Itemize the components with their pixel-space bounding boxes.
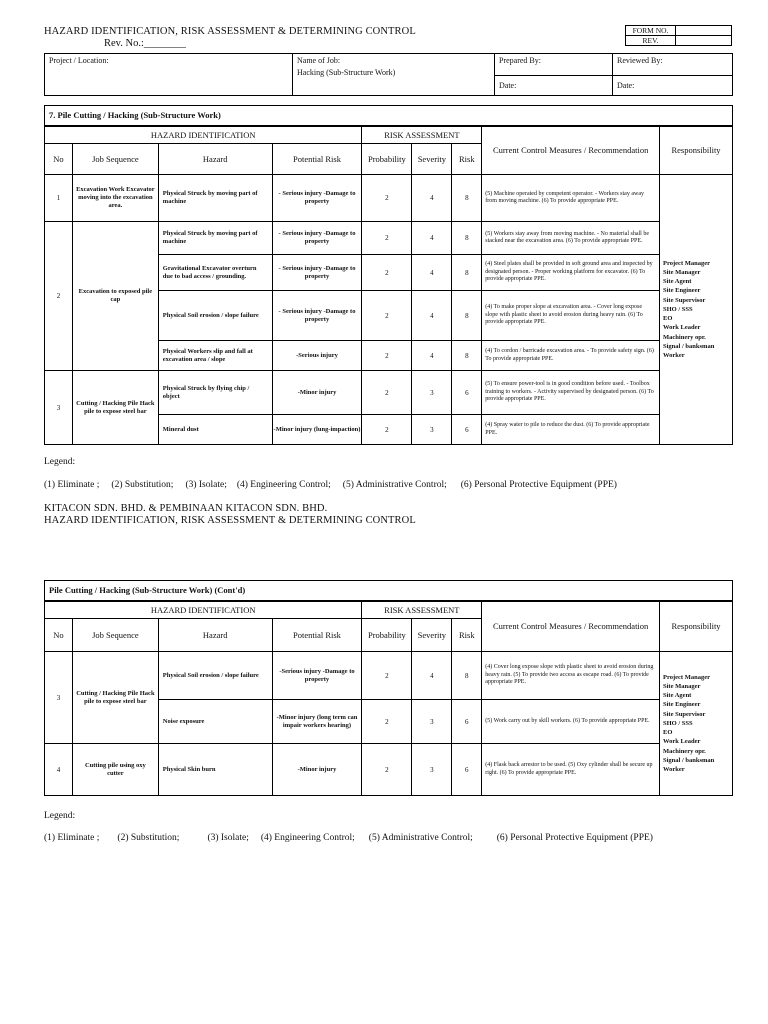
potential-risk-cell: - Serious injury -Damage to property — [272, 222, 362, 255]
risk-cell: 6 — [452, 371, 482, 415]
hazard-cell: Physical Skin burn — [158, 744, 272, 796]
responsibility-list-2 — [660, 652, 733, 796]
potential-risk-cell: - Serious injury -Damage to property — [272, 175, 362, 222]
responsibility-item: Worker — [663, 765, 685, 773]
hazard-cell: Physical Struck by flying chip / object — [158, 371, 272, 415]
job-sequence: Excavation Work Excavator moving into the excavation area. — [72, 175, 158, 222]
control-cell: (4) To cordon / barricade excavation area. - To provide safety sign. (6) To provide appropriate PPE. — [482, 341, 660, 371]
table-row — [45, 652, 733, 700]
section-title-2: Pile Cutting / Hacking (Sub-Structure Work) (Cont'd) — [45, 581, 733, 601]
row-no: 4 — [45, 744, 73, 796]
job-sequence: Cutting / Hacking Pile Hack pile to expose steel bar — [72, 652, 158, 744]
severity-header: Severity — [412, 144, 452, 175]
probability-cell: 2 — [362, 652, 412, 700]
risk-table-1 — [44, 105, 733, 445]
responsibility-item: SHO / SSS — [663, 305, 693, 313]
section-title-1: 7. Pile Cutting / Hacking (Sub-Structure Work) — [45, 106, 733, 126]
responsibility-item: Site Supervisor — [663, 710, 706, 718]
project-info-table — [44, 53, 733, 96]
control-cell: (5) Workers stay away from moving machine. - No material shall be stacked near the excavation area. (6) To provide appropriate PPE. — [482, 222, 660, 255]
row-no: 1 — [45, 175, 73, 222]
risk-cell: 6 — [452, 700, 482, 744]
job-sequence: Cutting pile using oxy cutter — [72, 744, 158, 796]
responsibility-item: Worker — [663, 351, 685, 359]
table-row — [45, 744, 733, 796]
probability-cell: 2 — [362, 175, 412, 222]
potential-risk-cell: -Minor injury — [272, 744, 362, 796]
severity-cell: 4 — [412, 255, 452, 291]
table-row — [45, 222, 733, 255]
table-row — [45, 175, 733, 222]
risk-cell: 8 — [452, 652, 482, 700]
legend-row — [44, 480, 744, 490]
probability-cell: 2 — [362, 744, 412, 796]
job-sequence-header: Job Sequence — [72, 619, 158, 652]
company-doc-title: HAZARD IDENTIFICATION, RISK ASSESSMENT & DETERMINING CONTROL — [44, 515, 416, 526]
hazard-cell: Gravitational Excavator overturn due to bad access / grounding. — [158, 255, 272, 291]
hazard-cell: Physical Workers slip and fall at excavation area / slope — [158, 341, 272, 371]
probability-cell: 2 — [362, 255, 412, 291]
severity-header: Severity — [412, 619, 452, 652]
responsibility-item: Work Leader — [663, 738, 701, 746]
responsibility-item: SHO / SSS — [663, 719, 693, 727]
control-cell: (5) Work carry out by skill workers. (6) To provide appropriate PPE. — [482, 700, 660, 744]
responsibility-item: Site Agent — [663, 278, 692, 286]
probability-cell: 2 — [362, 700, 412, 744]
job-name-value: Hacking (Sub-Structure Work) — [297, 68, 396, 77]
form-number-box — [625, 25, 732, 46]
potential-risk-header: Potential Risk — [272, 144, 362, 175]
responsibility-item: Site Manager — [663, 683, 701, 691]
responsibility-item: EO — [663, 729, 673, 737]
rev-value[interactable] — [676, 36, 732, 46]
risk-header: Risk — [452, 619, 482, 652]
responsibility-item: Signal / banksman — [663, 342, 715, 350]
prepared-by-label: Prepared By: — [499, 56, 541, 65]
potential-risk-cell: - Serious injury -Damage to property — [272, 291, 362, 341]
severity-cell: 3 — [412, 415, 452, 445]
control-cell: (4) Cover long expose slope with plastic sheet to avoid erosion during heavy rain. (5) To provide two access as escape road. (6) To provide appropriate PPE. — [482, 652, 660, 700]
control-cell: (5) To ensure power-tool is in good condition before used. - Toolbox training to workers. - Activity supervised by designated person. (6) To provide appropriate PPE. — [482, 371, 660, 415]
form-no-value[interactable] — [676, 26, 732, 36]
control-cell: (5) Machine operated by competent operator. - Workers stay away from moving machine. (6) To provide appropriate PPE. — [482, 175, 660, 222]
company-name: KITACON SDN. BHD. & PEMBINAAN KITACON SDN. BHD. — [44, 503, 328, 514]
probability-cell: 2 — [362, 371, 412, 415]
responsibility-item: Work Leader — [663, 324, 701, 332]
row-no: 2 — [45, 222, 73, 371]
risk-cell: 6 — [452, 744, 482, 796]
severity-cell: 4 — [412, 652, 452, 700]
potential-risk-cell: -Serious injury — [272, 341, 362, 371]
severity-cell: 4 — [412, 222, 452, 255]
hazard-header: Hazard — [158, 619, 272, 652]
job-sequence: Excavation to exposed pile cap — [72, 222, 158, 371]
responsibility-item: Machinery opr. — [663, 333, 706, 341]
severity-cell: 4 — [412, 175, 452, 222]
probability-cell: 2 — [362, 222, 412, 255]
probability-cell: 2 — [362, 415, 412, 445]
prepared-by-cell[interactable] — [495, 54, 613, 76]
control-cell: (4) Flask back arrestor to be used. (5) Oxy cylinder shall be secure up right. (6) To provide appropriate PPE. — [482, 744, 660, 796]
legend-row — [44, 833, 744, 843]
potential-risk-header: Potential Risk — [272, 619, 362, 652]
document-title: HAZARD IDENTIFICATION, RISK ASSESSMENT & DETERMINING CONTROL — [44, 26, 416, 37]
severity-cell: 3 — [412, 744, 452, 796]
probability-cell: 2 — [362, 341, 412, 371]
responsibility-item: Project Manager — [663, 673, 710, 681]
risk-assessment-header: RISK ASSESSMENT — [362, 601, 482, 619]
legend-item: (4) Engineering Control; — [236, 480, 331, 490]
responsibility-item: Site Supervisor — [663, 296, 706, 304]
legend-item: (3) Isolate; — [207, 833, 249, 843]
legend-item: (6) Personal Protective Equipment (PPE) — [496, 833, 653, 843]
responsibility-item: Project Manager — [663, 259, 710, 267]
form-no-label: FORM NO. — [626, 26, 676, 36]
hazard-cell: Physical Struck by moving part of machine — [158, 175, 272, 222]
reviewed-date-label: Date: — [617, 81, 635, 90]
responsibility-item: Signal / banksman — [663, 756, 715, 764]
prepared-date-label: Date: — [499, 81, 517, 90]
risk-cell: 8 — [452, 175, 482, 222]
legend-label: Legend: — [44, 457, 76, 467]
potential-risk-cell: -Minor injury (long term can impair workers hearing) — [272, 700, 362, 744]
hazard-cell: Physical Soil erosion / slope failure — [158, 291, 272, 341]
hazard-identification-header: HAZARD IDENTIFICATION — [45, 601, 362, 619]
job-sequence-header: Job Sequence — [72, 144, 158, 175]
job-name-label: Name of Job: — [297, 56, 341, 65]
severity-cell: 3 — [412, 371, 452, 415]
table-row — [45, 371, 733, 415]
risk-cell: 8 — [452, 341, 482, 371]
responsibility-item: Site Manager — [663, 269, 701, 277]
job-sequence: Cutting / Hacking Pile Hack pile to expose steel bar — [72, 371, 158, 445]
risk-assessment-header: RISK ASSESSMENT — [362, 126, 482, 144]
hazard-cell: Physical Soil erosion / slope failure — [158, 652, 272, 700]
hazard-cell: Physical Struck by moving part of machine — [158, 222, 272, 255]
no-header: No — [45, 144, 73, 175]
responsibility-item: Machinery opr. — [663, 747, 706, 755]
risk-cell: 8 — [452, 255, 482, 291]
severity-cell: 4 — [412, 341, 452, 371]
responsibility-item: EO — [663, 315, 673, 323]
reviewed-by-cell[interactable] — [613, 54, 733, 76]
risk-cell: 6 — [452, 415, 482, 445]
legend-item: (5) Administrative Control; — [342, 480, 447, 490]
potential-risk-cell: -Minor injury (lung-impaction) — [272, 415, 362, 445]
severity-cell: 4 — [412, 291, 452, 341]
responsibility-header: Responsibility — [660, 601, 733, 652]
severity-cell: 3 — [412, 700, 452, 744]
potential-risk-cell: - Serious injury -Damage to property — [272, 255, 362, 291]
control-cell: (4) Spray water to pile to reduce the dust. (6) To provide appropriate PPE. — [482, 415, 660, 445]
risk-header: Risk — [452, 144, 482, 175]
legend-item: (1) Eliminate ; — [44, 833, 100, 843]
legend-item: (6) Personal Protective Equipment (PPE) — [460, 480, 617, 490]
control-header: Current Control Measures / Recommendation — [482, 126, 660, 175]
responsibility-list-1 — [660, 175, 733, 445]
reviewed-by-label: Reviewed By: — [617, 56, 663, 65]
project-location-cell[interactable] — [45, 54, 293, 96]
legend-item: (3) Isolate; — [185, 480, 227, 490]
hazard-cell: Noise exposure — [158, 700, 272, 744]
responsibility-header: Responsibility — [660, 126, 733, 175]
legend-item: (2) Substitution; — [117, 833, 180, 843]
responsibility-item: Site Engineer — [663, 701, 701, 709]
no-header: No — [45, 619, 73, 652]
rev-number: Rev. No.:________ — [104, 38, 186, 49]
risk-cell: 8 — [452, 222, 482, 255]
potential-risk-cell: -Minor injury — [272, 371, 362, 415]
hazard-identification-header: HAZARD IDENTIFICATION — [45, 126, 362, 144]
legend-item: (4) Engineering Control; — [260, 833, 355, 843]
hazard-header: Hazard — [158, 144, 272, 175]
row-no: 3 — [45, 371, 73, 445]
row-no: 3 — [45, 652, 73, 744]
prepared-date-cell[interactable] — [495, 76, 613, 96]
control-cell: (4) Steel plates shall be provided in soft ground area and inspected by designated person. - Proper working platform for excavator. (6) To provide appropriate PPE. — [482, 255, 660, 291]
project-location-label: Project / Location: — [49, 56, 109, 65]
responsibility-item: Site Agent — [663, 692, 692, 700]
hazard-cell: Mineral dust — [158, 415, 272, 445]
potential-risk-cell: -Serious injury -Damage to property — [272, 652, 362, 700]
reviewed-date-cell[interactable] — [613, 76, 733, 96]
legend-item: (5) Administrative Control; — [368, 833, 473, 843]
legend-label: Legend: — [44, 811, 76, 821]
risk-table-2 — [44, 580, 733, 796]
probability-cell: 2 — [362, 291, 412, 341]
probability-header: Probability — [362, 619, 412, 652]
legend-item: (1) Eliminate ; — [44, 480, 100, 490]
probability-header: Probability — [362, 144, 412, 175]
risk-cell: 8 — [452, 291, 482, 341]
legend-item: (2) Substitution; — [111, 480, 174, 490]
rev-label: REV. — [626, 36, 676, 46]
control-header: Current Control Measures / Recommendation — [482, 601, 660, 652]
job-name-cell[interactable] — [293, 54, 495, 96]
control-cell: (4) To make proper slope at excavation area. - Cover long expose slope with plastic sheet to avoid erosion during heavy rain. (6) To provide appropriate PPE. — [482, 291, 660, 341]
responsibility-item: Site Engineer — [663, 287, 701, 295]
